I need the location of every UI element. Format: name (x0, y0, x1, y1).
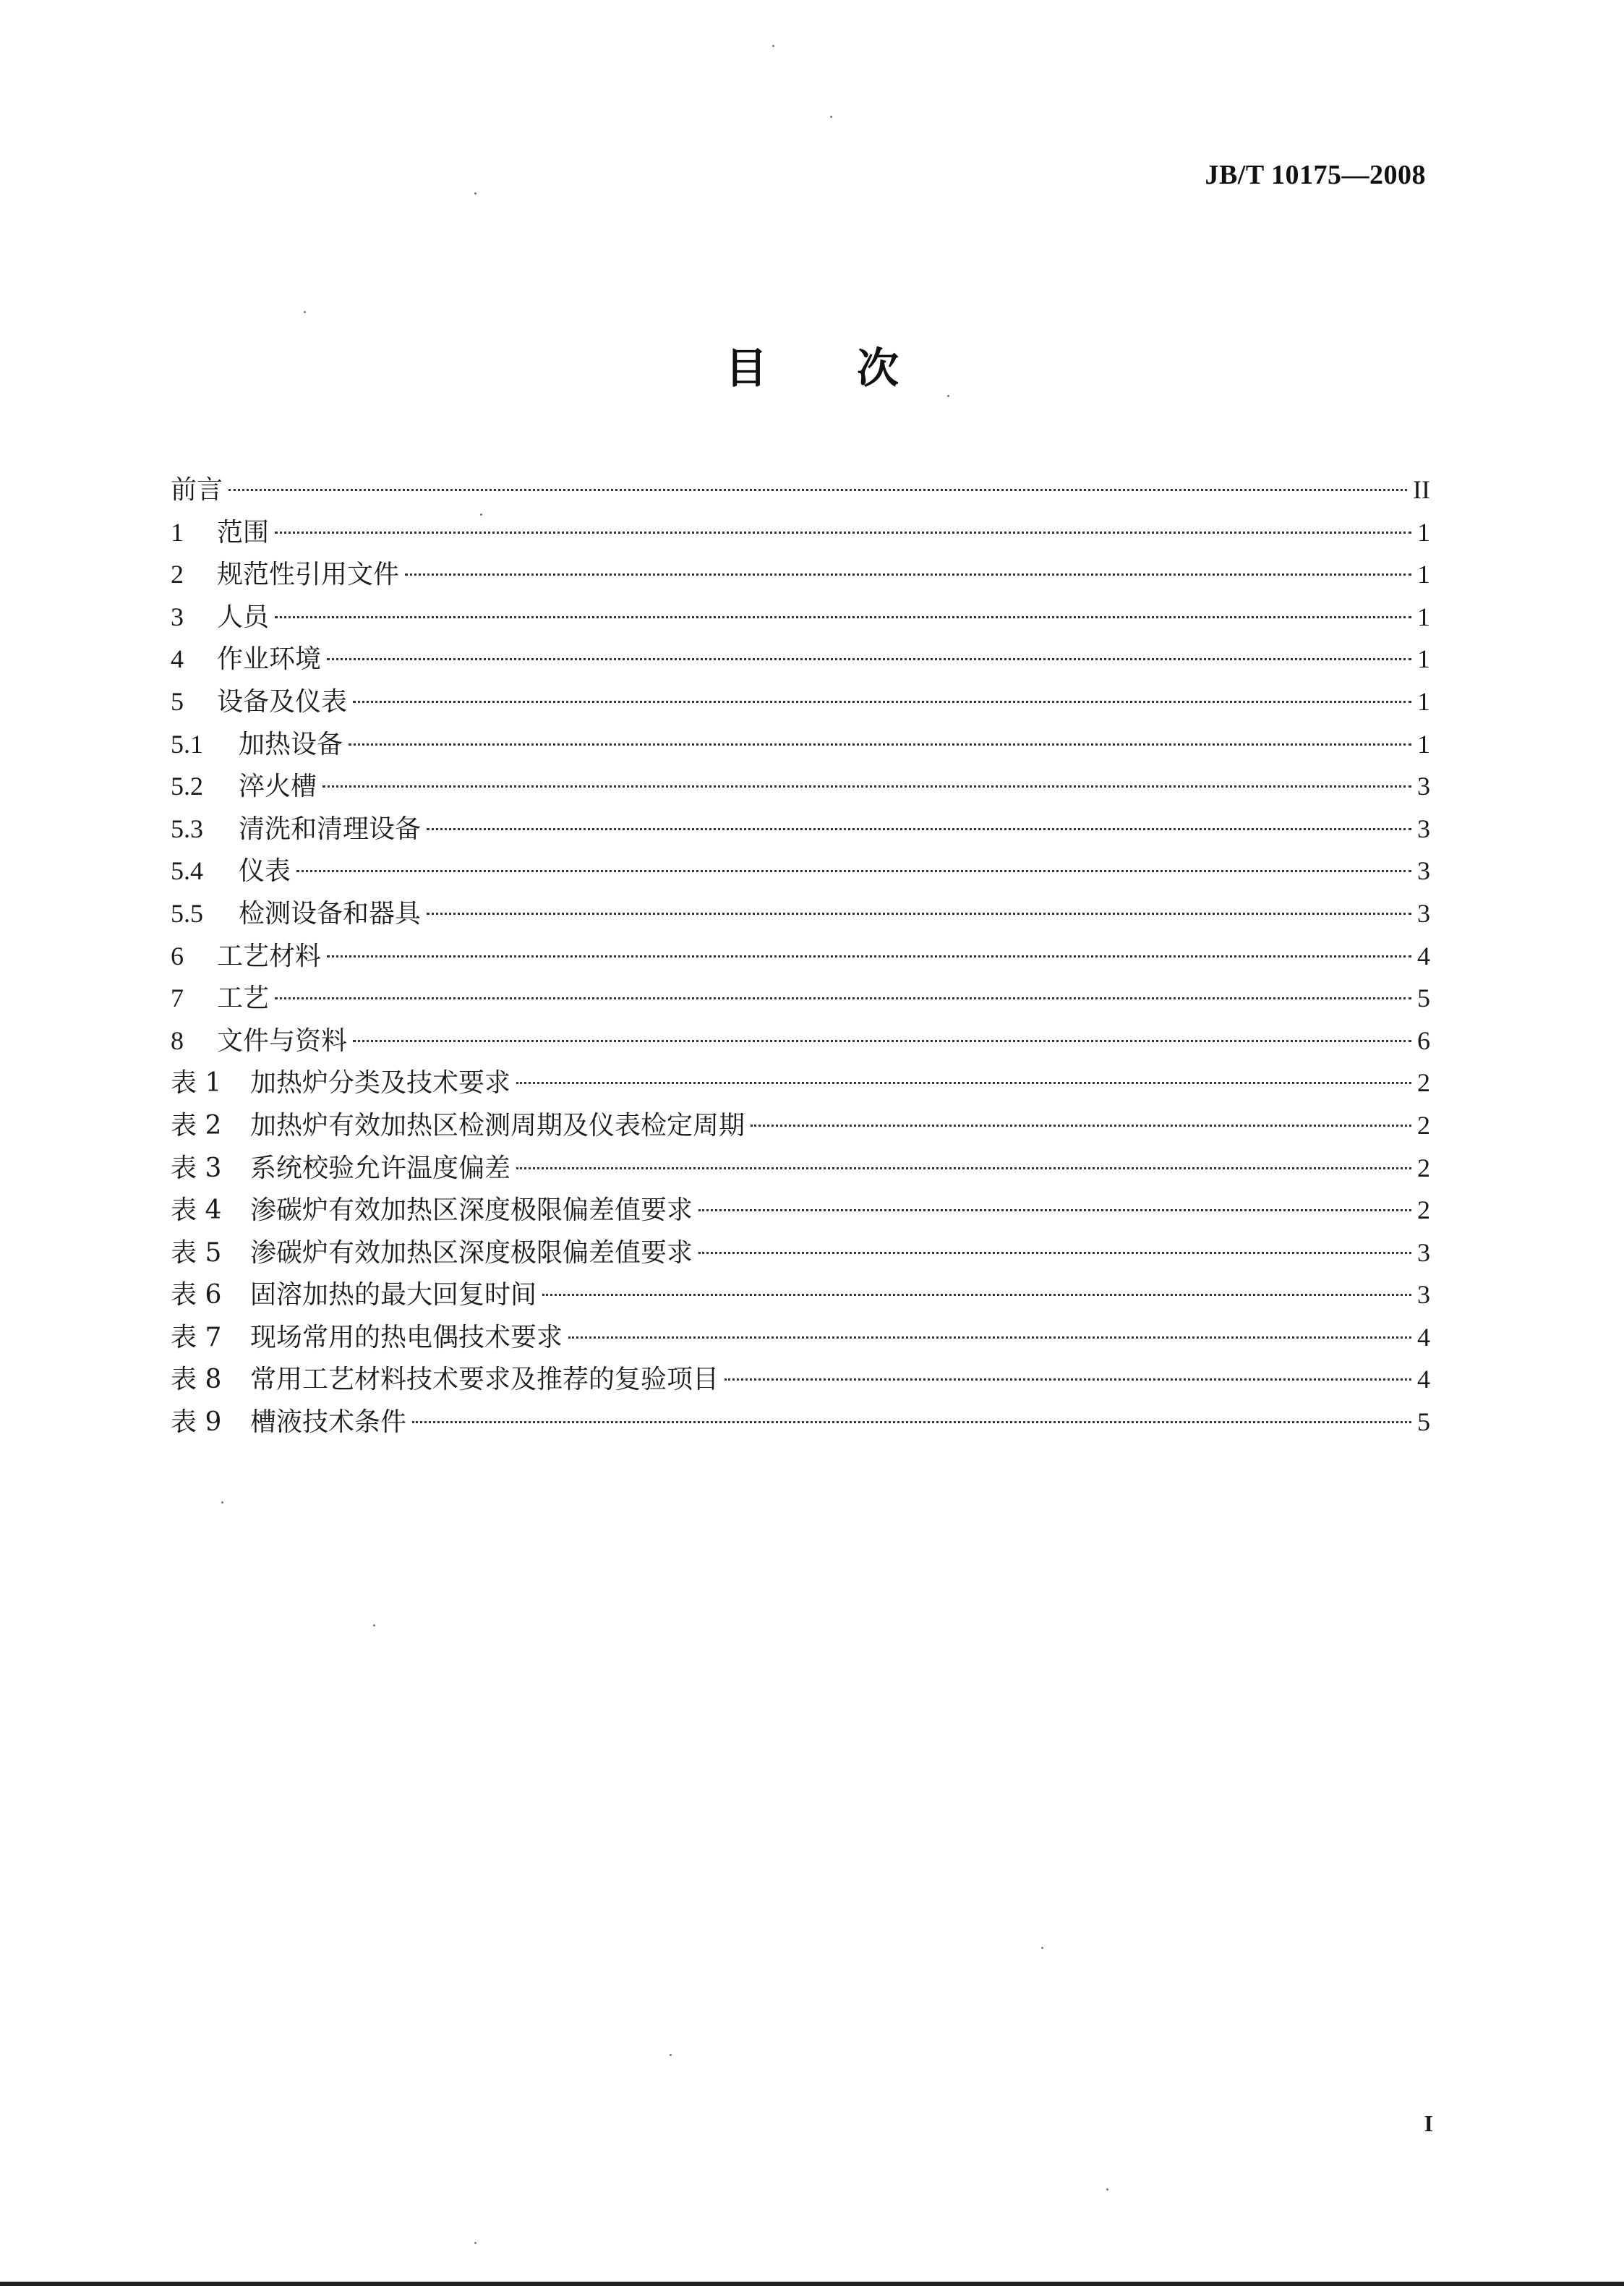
toc-entry-title: 槽液技术条件 (250, 1407, 407, 1438)
toc-entry (171, 935, 1430, 978)
toc-entry-title: 渗碳炉有效加热区深度极限偏差值要求 (250, 1195, 693, 1226)
toc-entry-title: 加热设备 (239, 729, 343, 759)
toc-entry-page: II (1413, 475, 1430, 504)
scan-speck (474, 2242, 476, 2244)
toc-entry-page: 2 (1417, 1110, 1430, 1140)
toc-entry-number: 5.4 (171, 856, 203, 886)
toc-entry (171, 1232, 1430, 1274)
toc-entry-page: 5 (1417, 1407, 1430, 1437)
dot-leader (327, 955, 1411, 958)
toc-entry-title: 设备及仪表 (217, 686, 348, 717)
table-of-contents (171, 469, 1430, 1443)
dot-leader (275, 616, 1411, 618)
toc-entry-title: 常用工艺材料技术要求及推荐的复验项目 (250, 1365, 719, 1395)
toc-entry (171, 1274, 1430, 1316)
toc-entry (171, 638, 1430, 681)
scan-speck (304, 311, 306, 313)
dot-leader (751, 1125, 1411, 1127)
scan-speck (373, 1624, 375, 1626)
toc-entry (171, 1147, 1430, 1190)
toc-entry-title: 现场常用的热电偶技术要求 (250, 1322, 563, 1352)
toc-entry-page: 5 (1417, 984, 1430, 1013)
standard-code: JB/T 10175—2008 (1205, 160, 1426, 190)
toc-entry-number: 表 1 (171, 1068, 222, 1099)
toc-entry (171, 765, 1430, 808)
dot-leader (275, 997, 1411, 999)
dot-leader (516, 1082, 1411, 1084)
toc-entry (171, 1316, 1430, 1359)
toc-entry-page: 1 (1417, 517, 1430, 547)
toc-entry-number: 2 (171, 560, 184, 589)
dot-leader (542, 1294, 1411, 1296)
toc-entry-title: 工艺材料 (217, 941, 322, 971)
scan-speck (772, 45, 774, 47)
toc-entry-title: 固溶加热的最大回复时间 (250, 1280, 537, 1310)
dot-leader (349, 743, 1411, 746)
toc-entry (171, 1020, 1430, 1062)
toc-entry-number: 5.5 (171, 898, 203, 928)
toc-entry-page: 3 (1417, 1237, 1430, 1267)
dot-leader (725, 1378, 1411, 1381)
page-number: I (1424, 2110, 1433, 2136)
toc-entry-title: 规范性引用文件 (217, 560, 400, 590)
toc-entry-number: 表 9 (171, 1407, 222, 1438)
toc-entry-title: 仪表 (239, 856, 291, 887)
dot-leader (427, 913, 1411, 915)
toc-entry-page: 1 (1417, 602, 1430, 631)
toc-entry-number: 表 8 (171, 1365, 222, 1395)
scan-speck (480, 513, 482, 516)
dot-leader (427, 828, 1411, 830)
toc-entry-title: 加热炉分类及技术要求 (250, 1068, 511, 1099)
toc-entry-page: 2 (1417, 1153, 1430, 1182)
toc-entry (171, 511, 1430, 554)
toc-entry-number: 5.1 (171, 729, 203, 759)
toc-entry-title: 作业环境 (217, 644, 322, 675)
dot-leader (353, 701, 1411, 703)
toc-entry-page: 1 (1417, 644, 1430, 674)
toc-entry-number: 表 3 (171, 1153, 222, 1183)
dot-leader (275, 532, 1411, 534)
toc-entry-title: 系统校验允许温度偏差 (250, 1153, 511, 1183)
toc-entry-number: 4 (171, 644, 184, 674)
title-char-1: 目 (725, 344, 767, 393)
scan-bottom-edge (0, 2282, 1624, 2286)
toc-entry (171, 553, 1430, 596)
toc-entry-page: 3 (1417, 1280, 1430, 1310)
toc-entry (171, 1062, 1430, 1104)
toc-entry (171, 1401, 1430, 1443)
toc-entry-number: 1 (171, 517, 184, 547)
toc-entry-page: 2 (1417, 1195, 1430, 1225)
dot-leader (296, 870, 1411, 872)
toc-entry-page: 1 (1417, 686, 1430, 716)
toc-entry-page: 6 (1417, 1025, 1430, 1055)
toc-entry (171, 977, 1430, 1020)
toc-entry-number: 5.2 (171, 772, 203, 801)
toc-entry-title: 文件与资料 (217, 1025, 348, 1056)
dot-leader (327, 658, 1411, 660)
toc-entry-number: 7 (171, 984, 184, 1013)
toc-entry (171, 1358, 1430, 1401)
toc-entry-page: 1 (1417, 729, 1430, 759)
toc-entry-title: 工艺 (217, 984, 270, 1014)
toc-entry-title: 检测设备和器具 (239, 898, 422, 929)
toc-entry-page: 1 (1417, 560, 1430, 589)
toc-entry-number: 3 (171, 602, 184, 631)
scan-speck (670, 2054, 672, 2056)
scan-speck (830, 116, 832, 118)
toc-entry (171, 808, 1430, 850)
toc-entry-title: 渗碳炉有效加热区深度极限偏差值要求 (250, 1237, 693, 1268)
toc-entry-number: 5.3 (171, 814, 203, 843)
toc-entry-page: 3 (1417, 814, 1430, 843)
scan-speck (221, 1501, 223, 1504)
scan-speck (947, 395, 949, 397)
toc-entry-title: 前言 (171, 475, 223, 505)
toc-entry-number: 表 5 (171, 1237, 222, 1268)
toc-entry (171, 892, 1430, 935)
toc-entry-page: 3 (1417, 898, 1430, 928)
toc-entry-title: 淬火槽 (239, 772, 317, 802)
dot-leader (228, 489, 1407, 491)
toc-entry (171, 723, 1430, 766)
toc-entry-page: 4 (1417, 1322, 1430, 1352)
toc-entry-page: 4 (1417, 1365, 1430, 1394)
dot-leader (568, 1336, 1411, 1339)
scan-speck (1106, 2188, 1108, 2191)
toc-entry-number: 5 (171, 686, 184, 716)
dot-leader (405, 573, 1411, 576)
toc-entry-title: 加热炉有效加热区检测周期及仪表检定周期 (250, 1110, 745, 1140)
title-char-2: 次 (857, 344, 899, 393)
toc-entry-page: 4 (1417, 941, 1430, 971)
toc-entry (171, 1189, 1430, 1232)
toc-entry-title: 人员 (217, 602, 270, 632)
toc-entry (171, 681, 1430, 723)
scan-speck (1041, 1947, 1043, 1949)
toc-entry-number: 表 4 (171, 1195, 222, 1226)
dot-leader (516, 1167, 1411, 1169)
toc-entry (171, 850, 1430, 892)
dot-leader (698, 1209, 1411, 1211)
toc-entry-number: 表 2 (171, 1110, 222, 1140)
dot-leader (412, 1421, 1411, 1423)
toc-entry-title: 清洗和清理设备 (239, 814, 422, 844)
toc-entry-number: 6 (171, 941, 184, 971)
toc-entry (171, 469, 1430, 511)
page-title (0, 334, 1624, 395)
toc-entry-page: 3 (1417, 772, 1430, 801)
toc-entry-page: 2 (1417, 1068, 1430, 1098)
dot-leader (353, 1040, 1411, 1042)
toc-entry-number: 表 7 (171, 1322, 222, 1352)
dot-leader (322, 785, 1411, 788)
toc-entry (171, 1104, 1430, 1147)
toc-entry-number: 8 (171, 1025, 184, 1055)
toc-entry-title: 范围 (217, 517, 270, 547)
dot-leader (698, 1252, 1411, 1254)
toc-entry-number: 表 6 (171, 1280, 222, 1310)
scan-speck (474, 192, 476, 195)
toc-entry-page: 3 (1417, 856, 1430, 886)
toc-entry (171, 596, 1430, 639)
